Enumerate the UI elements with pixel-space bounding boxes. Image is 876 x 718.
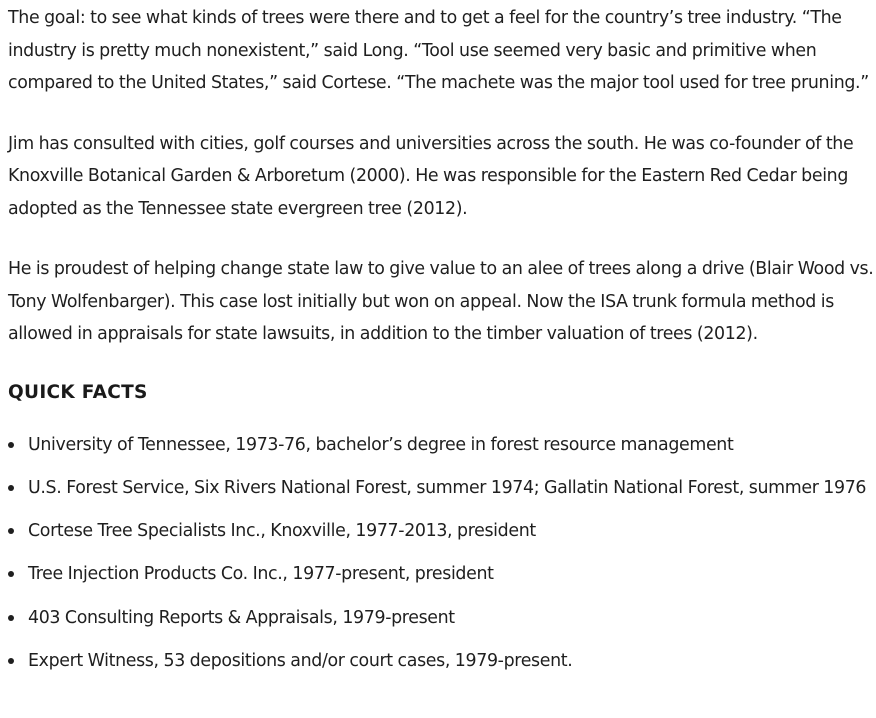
bullet-icon bbox=[8, 658, 14, 664]
list-item-text: University of Tennessee, 1973-76, bachelor’s degree in forest resource management bbox=[28, 434, 734, 455]
paragraph-consulting: Jim has consulted with cities, golf courses and universities across the south. He was co-founder of the Knoxville Botanical Garden & Arboretum (2000). He was responsible for the Eastern Red Cedar being adopted as the Tennessee state evergreen tree (2012). bbox=[8, 133, 854, 219]
bullet-icon bbox=[8, 571, 14, 577]
list-item-text: Cortese Tree Specialists Inc., Knoxville, 1977-2013, president bbox=[28, 521, 536, 542]
list-item bbox=[8, 602, 874, 634]
list-item bbox=[8, 515, 874, 547]
quick-facts-heading: QUICK FACTS bbox=[8, 381, 148, 403]
bullet-icon bbox=[8, 485, 14, 491]
bullet-icon bbox=[8, 528, 14, 534]
bullet-icon bbox=[8, 615, 14, 621]
paragraph-tree-industry: The goal: to see what kinds of trees were there and to get a feel for the country’s tree industry. “The industry is pretty much nonexistent,” said Long. “Tool use seemed very basic and primitive when compared to the United States,” said Cortese. “The machete was the major tool used for tree pruning.” bbox=[8, 8, 869, 93]
list-item bbox=[8, 558, 874, 590]
list-item-text: 403 Consulting Reports & Appraisals, 1979-present bbox=[28, 607, 455, 628]
list-item-text: Tree Injection Products Co. Inc., 1977-present, president bbox=[28, 564, 494, 585]
list-item bbox=[8, 472, 874, 504]
article-body bbox=[8, 2, 874, 688]
list-item bbox=[8, 645, 874, 677]
list-item bbox=[8, 429, 874, 461]
list-item-text: Expert Witness, 53 depositions and/or court cases, 1979-present. bbox=[28, 650, 573, 671]
quick-facts-list bbox=[8, 429, 874, 677]
list-item-text: U.S. Forest Service, Six Rivers National Forest, summer 1974; Gallatin National Forest, summer 1976 bbox=[28, 477, 867, 498]
bullet-icon bbox=[8, 442, 14, 448]
paragraph-state-law: He is proudest of helping change state law to give value to an alee of trees along a drive (Blair Wood vs. Tony Wolfenbarger). This case lost initially but won on appeal. Now the ISA trunk formula method is allowed in appraisals for state lawsuits, in addition to the timber valuation of trees (2012). bbox=[8, 259, 874, 344]
